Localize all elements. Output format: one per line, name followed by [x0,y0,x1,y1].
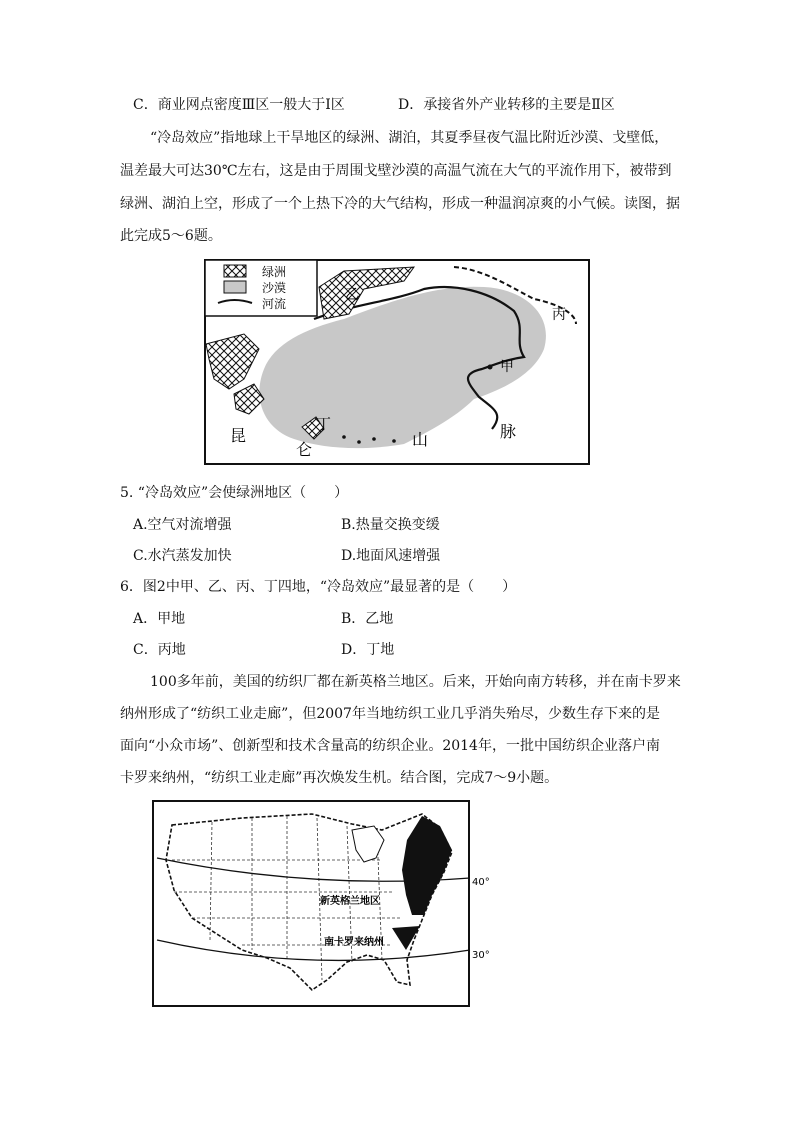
legend-oasis-swatch [224,265,246,277]
label-kun: 昆 [230,426,247,445]
q5-option-b: B.热量交换变缓 [341,517,440,533]
option-c-top: C．商业网点密度Ⅲ区一般大于Ⅰ区 [133,97,345,113]
passage2-line-1: 100多年前，美国的纺织厂都在新英格兰地区。后来，开始向南方转移，并在南卡罗来 [150,674,681,690]
mountain-dot [342,435,346,439]
q5-option-d: D.地面风速增强 [341,548,441,564]
label-new-england: 新英格兰地区 [320,896,380,907]
label-ding: 丁 [316,415,332,433]
q6-option-b: B．乙地 [341,611,394,627]
legend-river-label: 河流 [262,297,287,311]
mountain-dot [357,440,361,444]
label-lat-30: 30° [472,950,490,961]
label-mai: 脉 [500,422,517,441]
q5-option-a: A.空气对流增强 [133,517,232,533]
passage2-line-3: 面向“小众市场”、创新型和技术含量高的纺织企业。2014年，一批中国纺织企业落户南 [120,738,660,754]
label-south-carolina: 南卡罗来纳州 [324,937,384,948]
label-bing: 丙 [552,307,566,323]
passage1-line-4: 此完成5～6题。 [120,228,222,244]
label-lat-40: 40° [472,877,490,888]
passage2-line-2: 纳州形成了“纺织工业走廊”，但2007年当地纺织工业几乎消失殆尽，少数生存下来的是 [120,706,660,722]
q6-option-c: C．丙地 [133,642,186,658]
label-jia: 甲 [500,359,514,375]
option-d-top: D．承接省外产业转移的主要是Ⅱ区 [398,97,615,113]
mountain-dot [372,437,376,441]
q6-stem: 6．图2中甲、乙、丙、丁四地，“冷岛效应”最显著的是（ ） [120,579,517,595]
passage1-line-3: 绿洲、湖泊上空，形成了一个上热下冷的大气结构，形成一种温润凉爽的小气候。读图，据 [120,196,680,212]
q6-option-a: A．甲地 [133,611,186,627]
q6-option-d: D．丁地 [341,642,395,658]
q5-stem: 5. “冷岛效应”会使绿洲地区（ ） [120,485,349,501]
point-jia [488,365,493,370]
passage1-line-1: “冷岛效应”指地球上干旱地区的绿洲、湖泊，其夏季昼夜气温比附近沙漠、戈壁低， [150,130,669,146]
label-yi: 乙 [345,287,359,303]
label-shan: 山 [412,430,429,449]
oasis-map-figure [204,259,590,465]
q5-option-c: C.水汽蒸发加快 [133,548,232,564]
passage2-line-4: 卡罗来纳州，“纺织工业走廊”再次焕发生机。结合图，完成7～9小题。 [120,770,559,786]
mountain-dot [392,439,396,443]
legend-desert-swatch [224,281,246,293]
passage1-line-2: 温差最大可达30℃左右，这是由于周围戈壁沙漠的高温气流在大气的平流作用下，被带到 [120,163,672,179]
legend-oasis-label: 绿洲 [262,265,287,279]
usa-map-figure [152,800,492,1010]
label-lun: 仑 [296,440,313,459]
legend-desert-label: 沙漠 [262,281,287,295]
